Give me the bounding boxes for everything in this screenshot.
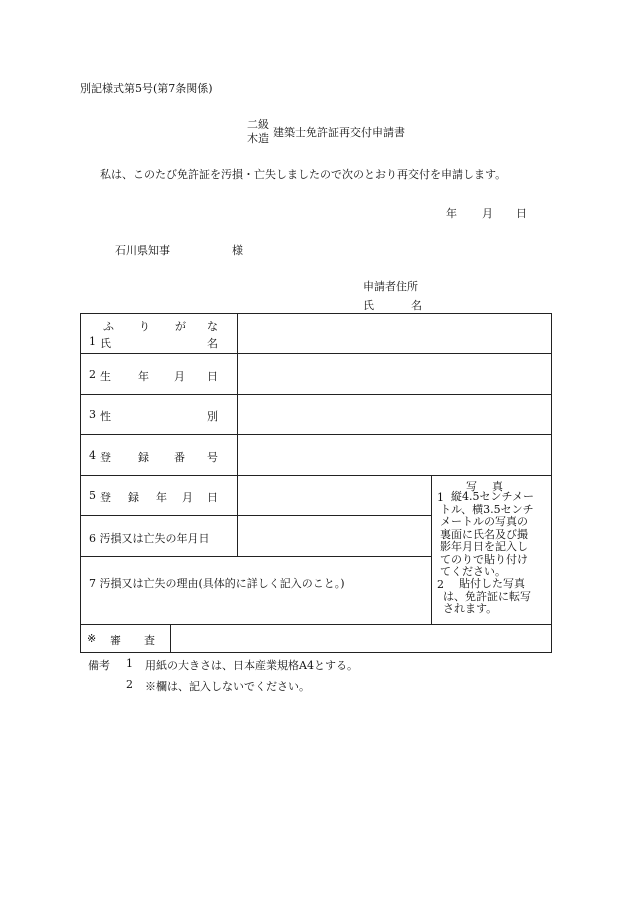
furigana-char-3: が [175,320,186,333]
row3-number: 3 [89,408,96,421]
review-label-a: 審 [110,634,121,647]
review-cell [171,625,551,652]
row2-char-1: 生 [100,370,111,383]
title-prefix-bottom: 木造 [247,132,269,145]
applicant-name-label-a: 氏 [363,299,374,312]
photo-note1-continued: トル、横3.5センチ メートルの写真の 裏面に氏名及び撮 影年月日を記入し てのりで貼り付け てください。 [440,502,534,578]
row1-label-a: 氏 [100,337,111,350]
row4-char-4: 号 [207,451,218,464]
sex-input-cell[interactable] [238,395,551,434]
furigana-char-4: な [207,320,218,333]
row2-char-4: 日 [207,370,218,383]
photo-note2: 貼付した写真 [459,577,525,590]
date-month: 月 [482,207,493,220]
row5-number: 5 [89,489,96,502]
photo-note2-number: 2 [437,578,444,591]
row2-char-3: 月 [174,370,185,383]
form-title: 建築士免許証再交付申請書 [273,126,405,139]
loss-date-input-cell[interactable] [238,516,431,556]
applicant-name-label-b: 名 [411,299,422,312]
row5-char-5: 日 [207,491,218,504]
row5-char-1: 登 [100,491,111,504]
application-statement: 私は、このたび免許証を汚損・亡失しましたので次のとおり再交付を申請します。 [100,168,507,181]
photo-title: 写 真 [466,480,505,493]
registration-date-input-cell[interactable] [238,476,431,515]
name-input-cell[interactable] [238,314,551,353]
row5-char-4: 月 [182,491,193,504]
registration-number-input-cell[interactable] [238,435,551,475]
applicant-address-label: 申請者住所 [363,280,418,293]
row2-char-2: 年 [138,370,149,383]
row5-char-3: 年 [156,491,167,504]
notes-label: 備考 [88,659,110,672]
form-reference: 別記様式第5号(第7条関係) [80,82,213,95]
row1-label-b: 名 [207,337,218,350]
birthdate-input-cell[interactable] [238,354,551,394]
row4-char-3: 番 [174,451,185,464]
addressee: 石川県知事 [115,244,170,257]
review-label-b: 査 [144,634,155,647]
row3-label-b: 別 [207,410,218,423]
note2-number: 2 [126,678,133,691]
photo-note1: 縦4.5センチメー [451,490,535,503]
note1-text: 用紙の大きさは、日本産業規格A4とする。 [145,659,358,672]
row6-label: 6 汚損又は亡失の年月日 [89,532,210,545]
row4-char-2: 録 [138,451,149,464]
title-prefix-top: 二級 [247,118,269,131]
date-year: 年 [446,207,457,220]
review-mark: ※ [87,632,97,645]
furigana-char-2: り [139,320,150,333]
loss-reason-input-cell[interactable] [81,590,431,624]
row5-char-2: 録 [128,491,139,504]
note1-number: 1 [126,657,133,670]
date-day: 日 [516,207,527,220]
photo-note2-continued: は、免許証に転写 されます。 [443,589,531,615]
note2-text: ※欄は、記入しないでください。 [145,680,310,693]
row4-number: 4 [89,449,96,462]
row3-label-a: 性 [100,410,111,423]
addressee-suffix: 様 [232,244,243,257]
row1-number: 1 [89,335,96,348]
row2-number: 2 [89,368,96,381]
furigana-char-1: ふ [103,320,114,333]
row4-char-1: 登 [100,451,111,464]
row7-label: 7 汚損又は亡失の理由(具体的に詳しく記入のこと。) [89,577,345,590]
photo-note1-number: 1 [437,491,444,504]
